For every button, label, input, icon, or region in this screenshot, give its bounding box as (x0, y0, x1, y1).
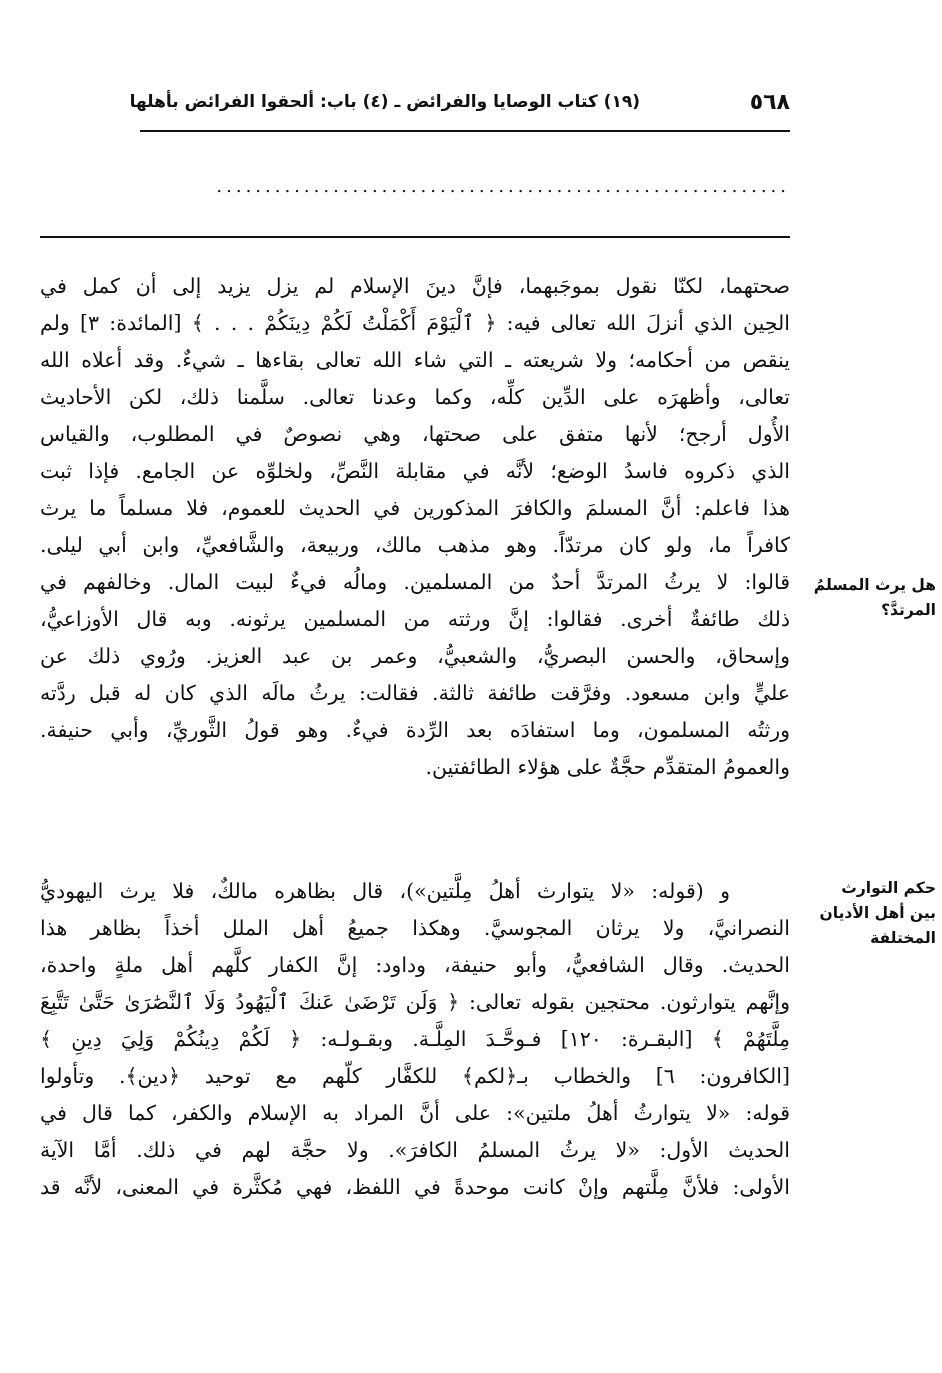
text-line: وإنَّهم يتوارثون. محتجين بقوله تعالى: ﴿ وَلَن تَرْضَىٰ عَنكَ ٱلْيَهُودُ وَلَا ٱلنَّصَٰرَىٰ حَتَّىٰ تَتَّبِعَ (40, 990, 790, 1014)
margin-note-line: حكم التوارث (841, 879, 936, 897)
page-header (129, 88, 790, 122)
text-line: الأُول أرجح؛ لأنها متفق على صحتها، وهي نصوصٌ في المطلوب، والقياس (40, 422, 790, 446)
margin-note-line: المختلفة (870, 929, 936, 947)
paragraph-2 (40, 873, 790, 1206)
text-line: الذي ذكروه فاسدُ الوضع؛ لأنَّه في مقابلة النَّصِّ، ولخلوِّه عن الجامع. فإذا ثبت (40, 459, 790, 483)
text-line: النصرانيَّ، ولا يرثان المجوسيَّ. وهكذا جميعُ أهل الملل أخذاً بظاهر هذا (40, 916, 790, 940)
text-line: وإسحاق، والحسن البصريُّ، والشعبيُّ، وعمر بن عبد العزيز. ورُوي ذلك عن (40, 644, 790, 668)
margin-note-apostate-inheritance (798, 573, 936, 623)
text-line: قالوا: لا يرثُ المرتدَّ أحدٌ من المسلمين. ومالُه فيءٌ لبيت المال. وخالفهم في (40, 570, 790, 594)
text-line: الأولى: فلأنَّ مِلَّتهم وإنْ كانت موحدةً في اللفظ، فهي مُكثَّرة في المعنى، لأنَّه قد (40, 1175, 790, 1199)
text-line: قوله: «لا يتوارثُ أهلُ ملتين»: على أنَّ المراد به الإسلام والكفر، كما قال في (40, 1101, 790, 1125)
text-line: الحِين الذي أنزلَ الله تعالى فيه: ﴿ ٱلْيَوْمَ أَكْمَلْتُ لَكُمْ دِينَكُمْ . . . ﴾ [المائدة: ٣] ولم (40, 311, 790, 335)
text-line: كافراً ما، ولو كان مرتدّاً. وهو مذهب مالك، وربيعة، والشَّافعيِّ، وابن أبي ليلى. (40, 533, 790, 557)
margin-note-line: هل يرث المسلمُ (813, 576, 936, 594)
text-line: و (قوله: «لا يتوارث أهلُ مِلَّتين»)، قال بظاهره مالكٌ، فلا يرث اليهوديُّ (40, 879, 730, 903)
text-line: تعالى، وأظهرَه على الدِّين كلِّه، وكما وعدنا تعالى. سلَّمنا ذلك، لكن الأحاديث (40, 385, 790, 409)
paragraph-1 (40, 268, 790, 786)
separator-dots: ........................................................... (216, 176, 790, 197)
text-line: ذلك طائفةٌ أخرى. فقالوا: إنَّ ورثته من المسلمين يرثونه. وبه قال الأوزاعيُّ، (40, 607, 790, 631)
page-number: ٥٦٨ (749, 90, 790, 115)
running-title: (١٩) كتاب الوصايا والفرائض ـ (٤) باب: ألحقوا الفرائض بأهلها (129, 92, 640, 112)
separator-rule (40, 236, 790, 238)
margin-note-line: المرتدَّ؟ (881, 601, 936, 619)
text-line: صحتهما، لكنّا نقول بموجَبهما، فإنَّ دينَ الإسلام لم يزل يزيد إلى أن كمل في (40, 274, 790, 298)
margin-note-interfaith-inheritance (798, 876, 936, 951)
text-line: الحديث. وقال الشافعيُّ، وأبو حنيفة، وداود: إنَّ الكفار كلَّهم أهل ملةٍ واحدة، (40, 953, 790, 977)
header-rule (140, 130, 790, 132)
text-line: ينقص من أحكامه؛ ولا شريعته ـ التي شاء الله تعالى بقاءها ـ شيءٌ. وقد أعلاه الله (40, 348, 790, 372)
text-line: ورثتُه المسلمون، وما استفادَه بعد الرِّدة فيءٌ. وهو قولُ الثَّوريِّ، وأبي حنيفة. (40, 718, 790, 742)
text-line: مِلَّتَهُمْ ﴾ [البقـرة: ١٢٠] فـوحَّـدَ المِلَّـة. وبقـولـه: ﴿ لَكُمْ دِينُكُمْ وَلِيَ دِينِ ﴾ (40, 1027, 790, 1051)
text-line: [الكافرون: ٦] والخطاب بـ﴿لكم﴾ للكفَّار كلّهم مع توحيد ﴿دين﴾. وتأولوا (40, 1064, 790, 1088)
text-line: عليٍّ وابن مسعود. وفرَّقت طائفة ثالثة. فقالت: يرثُ مالَه الذي كان له قبل ردَّته (40, 681, 790, 705)
text-line: هذا فاعلم: أنَّ المسلمَ والكافرَ المذكورين في الحديث للعموم، فلا مسلماً ما يرث (40, 496, 790, 520)
text-line: والعمومُ المتقدِّم حجَّةٌ على هؤلاء الطائفتين. (425, 755, 790, 779)
text-line: الحديث الأول: «لا يرثُ المسلمُ الكافرَ». ولا حجَّة لهم في ذلك. أمَّا الآية (40, 1138, 790, 1162)
margin-note-line: بين أهل الأديان (819, 904, 936, 922)
